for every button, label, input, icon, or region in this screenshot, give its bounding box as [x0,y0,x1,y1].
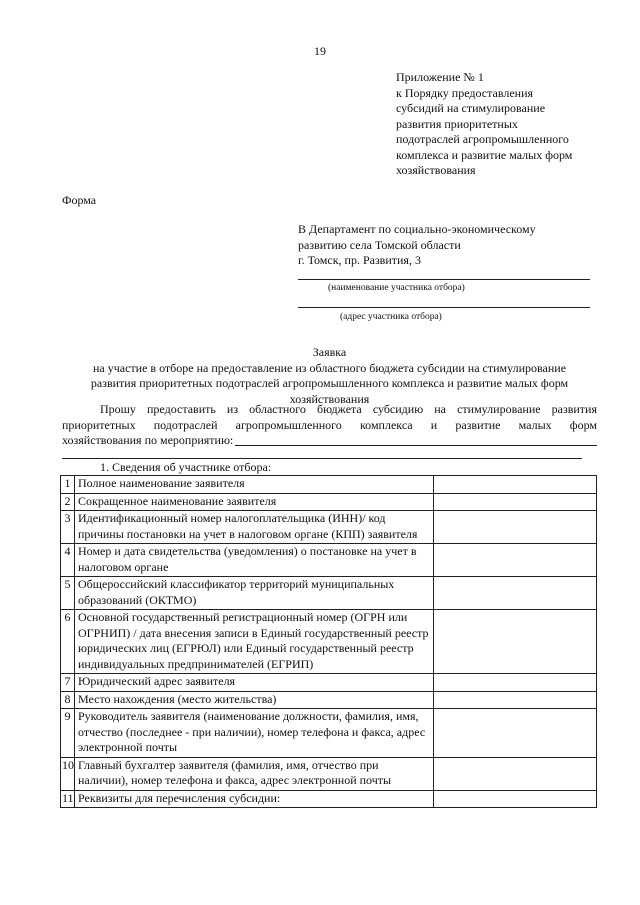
row-number: 3 [61,511,75,544]
row-number: 11 [61,790,75,808]
table-row [61,476,597,494]
table-row [61,691,597,709]
table-row [61,757,597,790]
appendix-line: хозяйствования [396,163,476,177]
table-row [61,511,597,544]
request-measure-row [62,433,597,449]
row-number: 5 [61,577,75,610]
row-value-cell[interactable] [434,757,597,790]
measure-continuation-line[interactable] [62,458,582,459]
row-value-cell[interactable] [434,544,597,577]
row-description: Сокращенное наименование заявителя [75,493,434,511]
table-row [61,709,597,758]
title-line: развития приоритетных подотраслей агропромышленного комплекса и развитие малых форм [90,376,569,390]
page-number: 19 [314,44,326,58]
form-label: Форма [62,193,97,207]
appendix-line: Приложение № 1 [396,70,484,84]
appendix-line: подотраслей агропромышленного [396,132,569,146]
row-description: Идентификационный номер налогоплательщика (ИНН)/ код причины постановки на учет в налоговом органе (КПП) заявителя [75,511,434,544]
row-value-cell[interactable] [434,610,597,674]
appendix-header [396,70,626,179]
appendix-line: к Порядку предоставления [396,85,534,100]
participant-address-caption: (адрес участника отбора) [340,312,442,322]
title-heading: Заявка [312,345,347,359]
application-title [62,345,597,407]
row-number: 10 [61,757,75,790]
row-number: 2 [61,493,75,511]
row-value-cell[interactable] [434,493,597,511]
row-value-cell[interactable] [434,674,597,692]
row-description: Общероссийский классификатор территорий муниципальных образований (ОКТМО) [75,577,434,610]
participant-address-field[interactable] [298,307,590,308]
participant-name-field[interactable] [298,279,590,280]
request-paragraph [62,402,597,449]
row-value-cell[interactable] [434,709,597,758]
appendix-line: развития приоритетных [396,116,518,131]
table-row [61,493,597,511]
request-measure-label: хозяйствования по мероприятию: [62,433,234,447]
row-number: 9 [61,709,75,758]
table-row [61,577,597,610]
row-value-cell[interactable] [434,511,597,544]
recipient-line: развитию села Томской области [298,237,461,252]
request-text: Прошу предоставить из областного бюджета субсидию на стимулирование развития приоритетных подотраслей агропромышленного комплекса и развитие малых форм [62,402,597,432]
row-description: Реквизиты для перечисления субсидии: [75,790,434,808]
table-row [61,674,597,692]
row-description: Основной государственный регистрационный номер (ОГРН или ОГРНИП) / дата внесения записи в Единый государственный реестр юридических лиц (ЕГРЮЛ) или Единый государственный реестр индивидуальных предпринимателей (ЕГРИП) [75,610,434,674]
table-row [61,790,597,808]
recipient-line: г. Томск, пр. Развития, 3 [298,253,421,267]
section-heading: 1. Сведения об участнике отбора: [100,460,272,474]
row-number: 8 [61,691,75,709]
row-value-cell[interactable] [434,790,597,808]
participant-info-table [60,475,597,808]
row-value-cell[interactable] [434,691,597,709]
recipient-address [298,222,618,269]
row-description: Юридический адрес заявителя [75,674,434,692]
participant-name-caption: (наименование участника отбора) [328,283,465,293]
appendix-line: комплекса и развитие малых форм [396,147,573,162]
table-row [61,610,597,674]
row-number: 6 [61,610,75,674]
row-number: 4 [61,544,75,577]
table-row [61,544,597,577]
recipient-line: В Департамент по социально-экономическому [298,222,536,236]
row-description: Руководитель заявителя (наименование должности, фамилия, имя, отчество (последнее - при наличии), номер телефона и факса, адрес электронной почты [75,709,434,758]
row-value-cell[interactable] [434,577,597,610]
row-description: Полное наименование заявителя [75,476,434,494]
title-line: на участие в отборе на предоставление из областного бюджета субсидии на стимулирование [92,360,567,375]
row-number: 7 [61,674,75,692]
row-number: 1 [61,476,75,494]
row-value-cell[interactable] [434,476,597,494]
row-description: Место нахождения (место жительства) [75,691,434,709]
title-line: хозяйствования [289,391,370,406]
measure-input-line[interactable] [235,445,597,446]
row-description: Номер и дата свидетельства (уведомления) о постановке на учет в налоговом органе [75,544,434,577]
appendix-line: субсидий на стимулирование [396,101,546,115]
row-description: Главный бухгалтер заявителя (фамилия, имя, отчество при наличии), номер телефона и факса, адрес электронной почты [75,757,434,790]
